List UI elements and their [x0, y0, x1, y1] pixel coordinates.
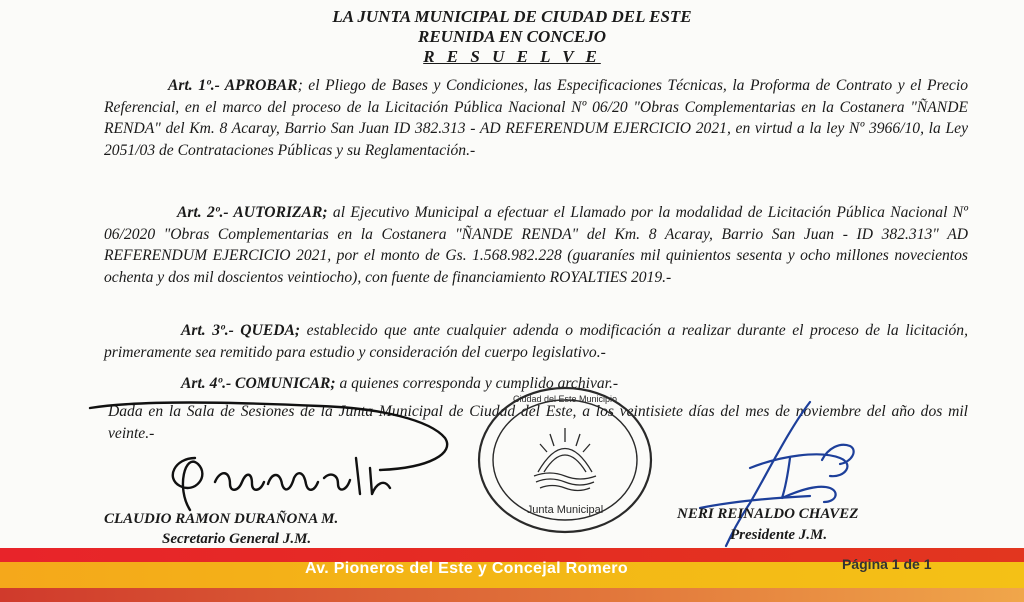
footer-band [0, 548, 1024, 602]
article-1-lead: Art. 1º.- APROBAR [168, 77, 298, 94]
footer-address: Av. Pioneros del Este y Concejal Romero [305, 560, 628, 577]
article-1 [104, 75, 968, 161]
president-name: NERI REINALDO CHAVEZ [677, 506, 859, 522]
footer-bottom-stripe [0, 588, 1024, 602]
secretary-title: Secretario General J.M. [162, 531, 312, 547]
article-2 [104, 202, 968, 288]
secretary-name: CLAUDIO RAMON DURAÑONA M. [104, 511, 339, 527]
document-subtitle: REUNIDA EN CONCEJO [418, 27, 606, 46]
resolve-heading: R E S U E L V E [423, 47, 601, 66]
secretary-signature [80, 398, 460, 518]
article-4-lead: Art. 4º.- COMUNICAR; [181, 375, 336, 392]
article-4-text: a quienes corresponda y cumplido archivar.- [335, 375, 619, 392]
article-3-lead: Art. 3º.- QUEDA; [181, 322, 301, 339]
seal-top-text: Ciudad del Este Municipio [512, 394, 618, 404]
official-seal [470, 380, 660, 535]
seal-text: Junta Municipal [526, 504, 604, 516]
article-3 [104, 320, 968, 363]
page-number: Página 1 de 1 [842, 556, 932, 572]
document-title: LA JUNTA MUNICIPAL DE CIUDAD DEL ESTE [332, 7, 692, 26]
article-3-text: establecido que ante cualquier adenda o modificación a realizar durante el proceso de la licitación, primeramente sea remitido para estudio y consideración del cuerpo legislativo.- [104, 322, 968, 361]
article-2-text: al Ejecutivo Municipal a efectuar el Llamado por la modalidad de Licitación Pública Nacional Nº 06/2020 "Obras Complementarias en la Costanera "ÑANDE RENDA" del Km. 8 Acaray, Barrio San Juan - ID 382.313" AD REFERENDUM EJERCICIO 2021, por el monto de Gs. 1.568.982.228 (guaraníes mil quinientos sesenta y ocho millones novecientos ochenta y dos mil doscientos veintiocho), con fuente de financiamiento ROYALTIES 2019.- [104, 204, 968, 286]
president-title: Presidente J.M. [730, 527, 828, 543]
closing-statement: Dada en la Sala de Sesiones de la Junta Municipal de Ciudad del Este, a los veintisiete días del mes de noviembre del año dos mil veinte.- [108, 403, 968, 442]
article-2-lead: Art. 2º.- AUTORIZAR; [177, 204, 328, 221]
article-1-text: ; el Pliego de Bases y Condiciones, las Especificaciones Técnicas, la Proforma de Contrato y el Precio Referencial, en el marco del proceso de la Licitación Pública Nacional Nº 06/20 "Obras Complementarias en la Costanera "ÑANDE RENDA" del Km. 8 Acaray, Barrio San Juan ID 382.313 - AD REFERENDUM EJERCICIO 2021, en virtud a la ley Nº 3966/10, la Ley 2051/03 de Contrataciones Públicas y su Reglamentación.- [104, 77, 968, 159]
